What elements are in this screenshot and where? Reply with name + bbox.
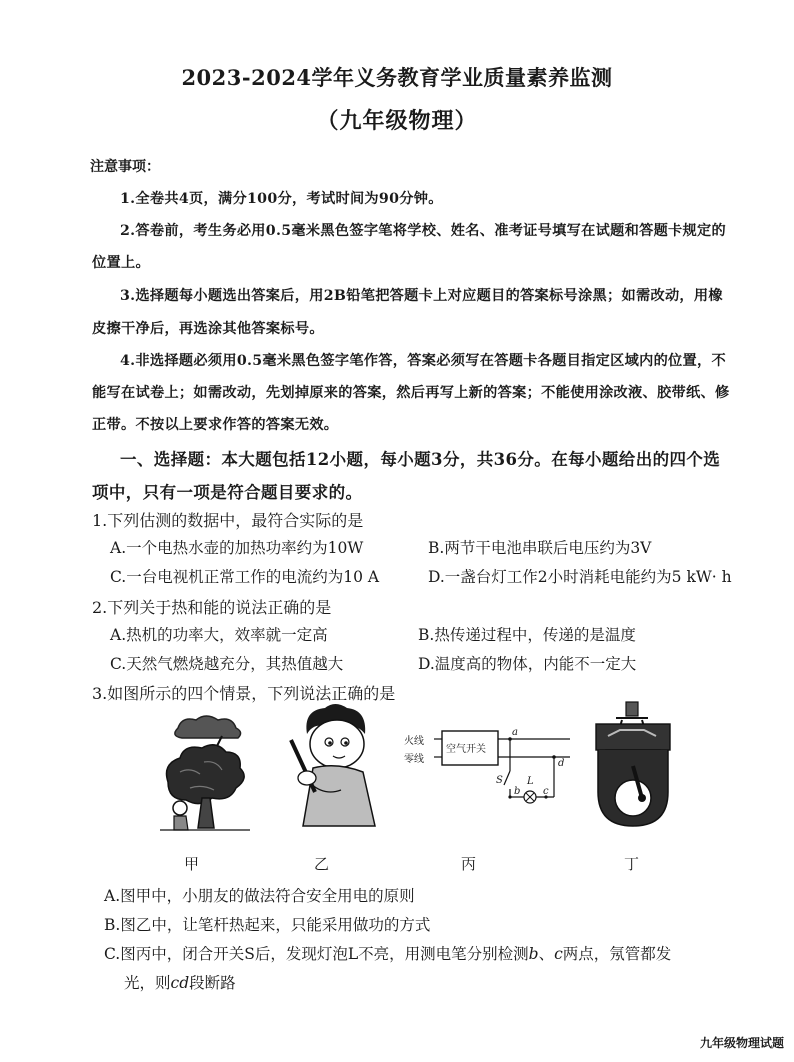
- section-1-heading-cont: 项中，只有一项是符合题目要求的。: [92, 483, 363, 502]
- point-d-label: d: [558, 758, 565, 769]
- note-line-1: 1.全卷共4页，满分100分，考试时间为90分钟。: [120, 191, 443, 207]
- figure-jia-tree-lightning: [160, 712, 280, 832]
- note-line-3: 3.选择题每小题选出答案后，用2B铅笔把答题卡上对应题目的答案标号涂黑；如需改动，用橡: [120, 288, 723, 304]
- q2-option-d: D.温度高的物体，内能不一定大: [418, 655, 637, 673]
- q3-option-c-sep: 、: [538, 945, 555, 963]
- q3-option-a: A.图甲中，小朋友的做法符合安全用电的原则: [104, 887, 415, 905]
- exam-subtitle: （九年级物理）: [316, 108, 478, 134]
- caption-jia: 甲: [184, 855, 200, 873]
- q1-option-d: D.一盏台灯工作2小时消耗电能约为5 kW· h: [428, 568, 732, 586]
- air-switch-label: 空气开关: [446, 744, 486, 755]
- note-line-2: 2.答卷前，考生务必用0.5毫米黑色签字笔将学校、姓名、准考证号填写在试题和答题卡规定的: [120, 223, 727, 239]
- q1-option-a: A.一个电热水壶的加热功率约为10W: [110, 539, 364, 557]
- q3-option-c: [104, 942, 671, 964]
- caption-yi: 乙: [314, 855, 330, 873]
- q3-option-b: B.图乙中，让笔杆热起来，只能采用做功的方式: [104, 916, 431, 934]
- figure-yi-child-pen: [285, 700, 385, 830]
- q3-option-c-cont: [124, 971, 236, 993]
- caption-bing: 丙: [461, 855, 477, 873]
- note-line-4: 4.非选择题必须用0.5毫米黑色签字笔作答，答案必须写在答题卡各题目指定区域内的位置，不: [120, 353, 727, 369]
- q3-option-c-point-c: c: [554, 945, 563, 963]
- q3-option-c-point-b: b: [528, 945, 539, 963]
- point-a-label: a: [512, 727, 518, 738]
- note-line-4-cont2: 正带。不按以上要求作答的答案无效。: [92, 417, 339, 433]
- figure-ding-engine: [592, 700, 674, 828]
- q2-option-b: B.热传递过程中，传递的是温度: [418, 626, 636, 644]
- notes-heading: 注意事项：: [90, 159, 160, 175]
- lamp-l-label: L: [527, 776, 534, 787]
- q1-stem: 1.下列估测的数据中，最符合实际的是: [92, 511, 364, 530]
- q3-stem: 3.如图所示的四个情景，下列说法正确的是: [92, 684, 396, 703]
- q3-option-c-text-2: 两点，氖管都发: [562, 945, 672, 963]
- exam-title: 2023-2024学年义务教育学业质量素养监测: [181, 65, 613, 90]
- q1-option-b: B.两节干电池串联后电压约为3V: [428, 539, 652, 557]
- figure-bing-circuit: [400, 725, 580, 815]
- note-line-2-cont: 位置上。: [92, 255, 150, 271]
- q3-option-c-text-1: C.图丙中，闭合开关S后，发现灯泡L不亮，用测电笔分别检测: [104, 945, 529, 963]
- q3-option-c-segment-cd: cd: [170, 974, 190, 992]
- section-1-heading: 一、选择题：本大题包括12小题，每小题3分，共36分。在每小题给出的四个选: [120, 450, 721, 469]
- live-wire-label: 火线: [404, 736, 424, 747]
- q1-option-c: C.一台电视机正常工作的电流约为10 A: [110, 568, 380, 586]
- switch-s-label: S: [496, 775, 503, 786]
- note-line-4-cont: 能写在试卷上；如需改动，先划掉原来的答案，然后再写上新的答案；不能使用涂改液、胶带纸、修: [92, 385, 730, 401]
- caption-ding: 丁: [624, 855, 640, 873]
- q2-option-c: C.天然气燃烧越充分，其热值越大: [110, 655, 344, 673]
- point-c-label: c: [543, 786, 549, 797]
- note-line-3-cont: 皮擦干净后，再选涂其他答案标号。: [92, 321, 324, 337]
- q3-option-c-text-3: 光，则: [124, 974, 171, 992]
- q3-option-c-text-4: 段断路: [189, 974, 236, 992]
- q2-stem: 2.下列关于热和能的说法正确的是: [92, 598, 332, 617]
- neutral-wire-label: 零线: [404, 754, 424, 765]
- point-b-label: b: [514, 786, 521, 797]
- q2-option-a: A.热机的功率大，效率就一定高: [110, 626, 328, 644]
- page-footer: 九年级物理试题: [699, 1036, 784, 1050]
